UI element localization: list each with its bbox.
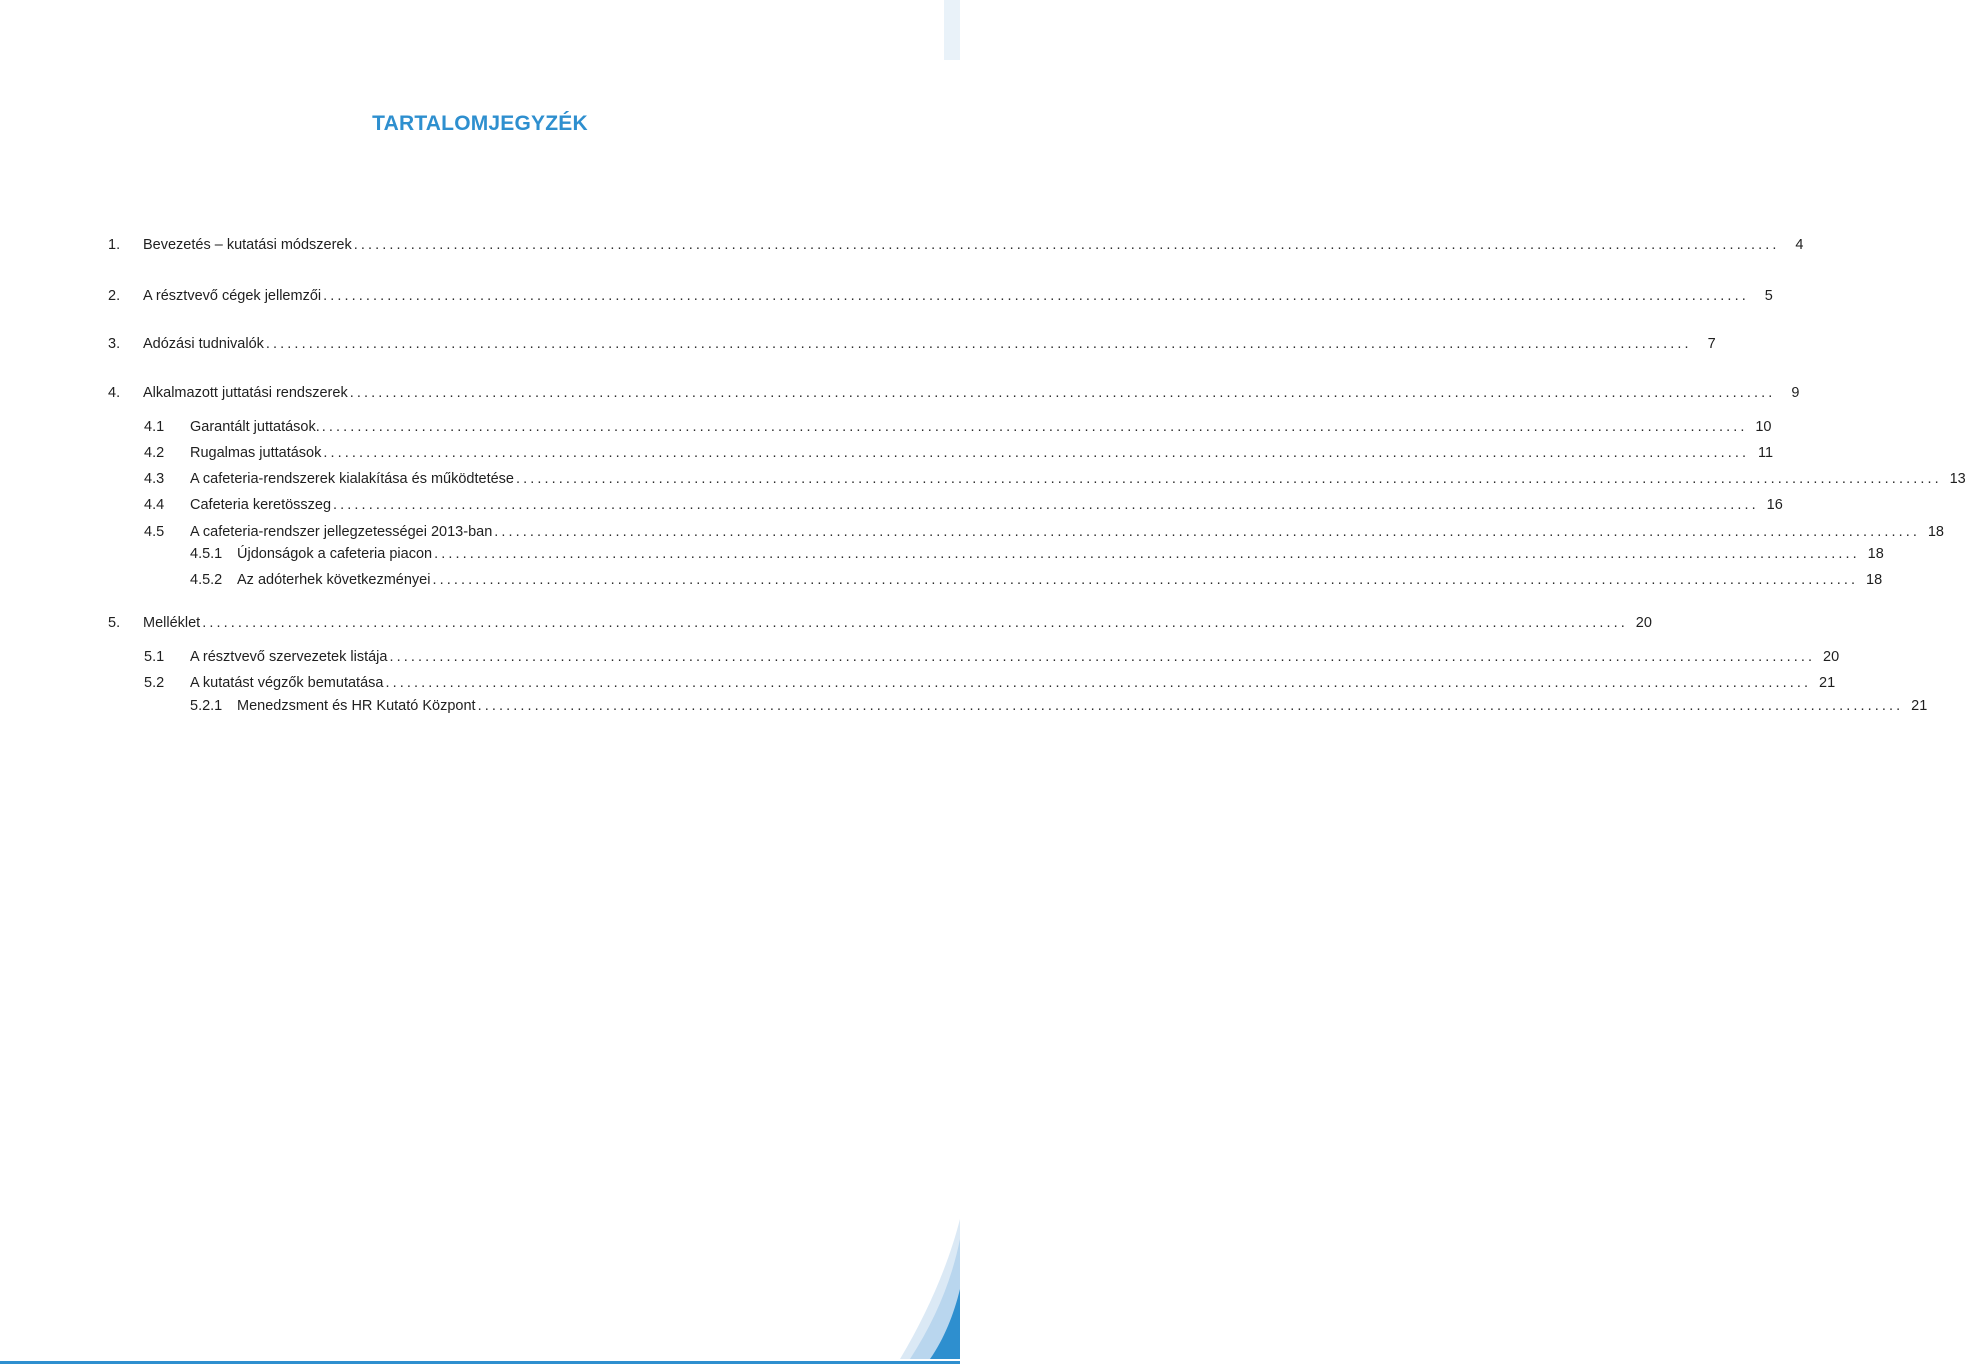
toc-entry-page: 20 <box>1823 649 1840 665</box>
toc-entry-number: 5.2.1 <box>190 698 223 714</box>
dot-leader: ........................................................................................................................................................................................................ <box>321 419 1748 435</box>
dot-leader: ........................................................................................................................................................................................................ <box>516 471 1942 487</box>
toc-entry-2[interactable] <box>108 285 1773 307</box>
toc-entry-5-2-1[interactable] <box>190 695 1928 717</box>
toc-entry-page: 9 <box>1791 385 1800 401</box>
toc-entry-4-4[interactable] <box>144 494 1783 516</box>
toc-entry-5-2[interactable] <box>144 672 1836 694</box>
toc-entry-number: 4.5.1 <box>190 546 223 562</box>
toc-entry-number: 1. <box>108 237 121 253</box>
dot-leader: ........................................................................................................................................................................................................ <box>434 546 1860 562</box>
toc-entry-number: 5.2 <box>144 675 165 691</box>
dot-leader: ........................................................................................................................................................................................................ <box>333 497 1759 513</box>
page-title: TARTALOMJEGYZÉK <box>372 112 588 135</box>
toc-entry-4-5-1[interactable] <box>190 543 1884 565</box>
toc-entry-title: A résztvevő cégek jellemzői <box>143 288 322 304</box>
dot-leader: ........................................................................................................................................................................................................ <box>323 288 1749 304</box>
toc-entry-page: 10 <box>1755 419 1772 435</box>
toc-entry-title: Adózási tudnivalók <box>143 336 264 352</box>
toc-entry-title: Az adóterhek következményei <box>237 572 431 588</box>
dot-leader: ........................................................................................................................................................................................................ <box>265 336 1692 352</box>
toc-entry-1[interactable] <box>108 234 1804 256</box>
toc-entry-4-2[interactable] <box>144 442 1774 464</box>
toc-entry-number: 5.1 <box>144 649 165 665</box>
toc-entry-4-5[interactable] <box>144 521 1944 543</box>
toc-entry-title: A cafeteria-rendszerek kialakítása és működtetése <box>190 471 514 487</box>
dot-leader: ........................................................................................................................................................................................................ <box>432 572 1859 588</box>
toc-entry-title: Újdonságok a cafeteria piacon <box>237 546 433 562</box>
toc-entry-number: 4.2 <box>144 445 165 461</box>
toc-entry-title: Melléklet <box>143 615 201 631</box>
toc-entry-4-1[interactable] <box>144 416 1772 438</box>
toc-entry-number: 2. <box>108 288 121 304</box>
toc-entry-page: 13 <box>1949 471 1966 487</box>
toc-entry-page: 11 <box>1758 445 1774 461</box>
toc-entry-page: 21 <box>1911 698 1928 714</box>
toc-entry-number: 4.3 <box>144 471 165 487</box>
toc-entry-number: 4.1 <box>144 419 165 435</box>
dot-leader: ........................................................................................................................................................................................................ <box>323 445 1750 461</box>
dot-leader: ........................................................................................................................................................................................................ <box>349 385 1776 401</box>
toc-entry-title: Rugalmas juttatások <box>190 445 322 461</box>
toc-entry-5[interactable] <box>108 612 1652 634</box>
toc-entry-number: 4. <box>108 385 121 401</box>
toc-entry-title: Menedzsment és HR Kutató Központ <box>237 698 476 714</box>
dot-leader: ........................................................................................................................................................................................................ <box>389 649 1816 665</box>
toc-entry-page: 18 <box>1927 524 1944 540</box>
toc-entry-page: 5 <box>1764 288 1773 304</box>
toc-entry-title: Garantált juttatások. <box>190 419 320 435</box>
toc-entry-4-5-2[interactable] <box>190 569 1883 591</box>
toc-entry-page: 20 <box>1635 615 1652 631</box>
toc-entry-page: 18 <box>1866 572 1883 588</box>
toc-entry-title: A cafeteria-rendszer jellegzetességei 2013-ban <box>190 524 493 540</box>
toc-entry-page: 4 <box>1795 237 1804 253</box>
dot-leader: ........................................................................................................................................................................................................ <box>353 237 1780 253</box>
toc-entry-number: 4.5 <box>144 524 165 540</box>
corner-swoosh-decoration <box>900 1219 960 1364</box>
toc-entry-number: 4.4 <box>144 497 165 513</box>
toc-entry-title: Cafeteria keretösszeg <box>190 497 332 513</box>
toc-entry-number: 3. <box>108 336 121 352</box>
toc-entry-5-1[interactable] <box>144 646 1840 668</box>
toc-entry-3[interactable] <box>108 333 1716 355</box>
dot-leader: ........................................................................................................................................................................................................ <box>202 615 1628 631</box>
toc-entry-title: A résztvevő szervezetek listája <box>190 649 388 665</box>
toc-entry-4-3[interactable] <box>144 468 1966 490</box>
dot-leader: ........................................................................................................................................................................................................ <box>477 698 1904 714</box>
dot-leader: ........................................................................................................................................................................................................ <box>385 675 1812 691</box>
toc-entry-page: 7 <box>1707 336 1716 352</box>
toc-entry-4[interactable] <box>108 382 1800 404</box>
toc-entry-page: 21 <box>1819 675 1836 691</box>
toc-entry-page: 18 <box>1867 546 1884 562</box>
toc-entry-title: Bevezetés – kutatási módszerek <box>143 237 352 253</box>
dot-leader: ........................................................................................................................................................................................................ <box>494 524 1920 540</box>
toc-entry-title: A kutatást végzők bemutatása <box>190 675 384 691</box>
toc-entry-number: 5. <box>108 615 121 631</box>
top-edge-decoration <box>944 0 960 65</box>
toc-entry-page: 16 <box>1766 497 1783 513</box>
toc-entry-title: Alkalmazott juttatási rendszerek <box>143 385 348 401</box>
toc-entry-number: 4.5.2 <box>190 572 223 588</box>
